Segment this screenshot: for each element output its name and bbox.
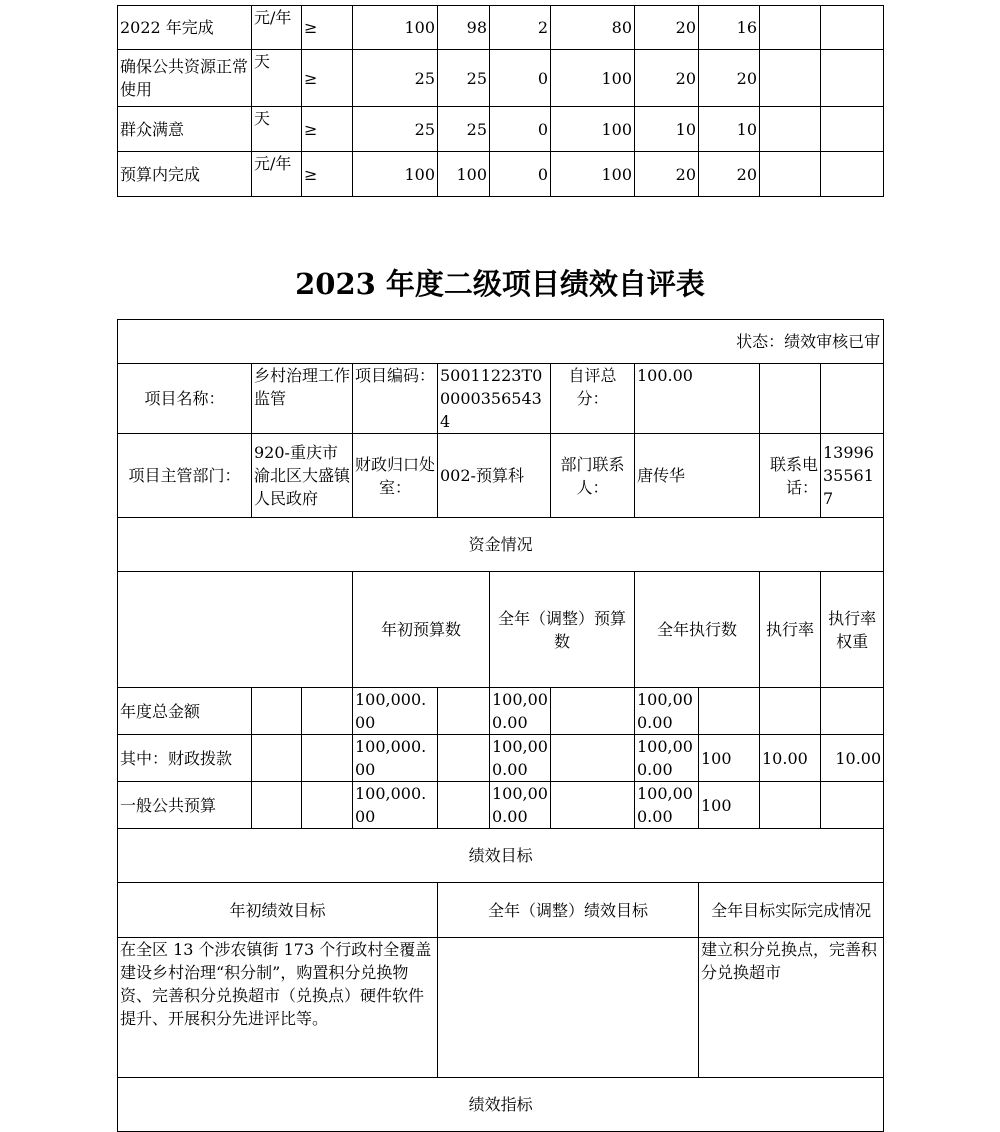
goals-initial-text: 在全区 13 个涉农镇街 173 个行政村全覆盖建设乡村治理“积分制”，购置积分兑换物资、完善积分兑换超市（兑换点）硬件软件提升、开展积分先进评比等。 [118,938,438,1078]
funds-header-weight: 执行率权重 [821,572,884,688]
funds-row-label: 其中：财政拨款 [118,735,252,782]
empty-cell [438,688,490,735]
indicator-rate: 100 [551,50,635,107]
indicator-name: 确保公共资源正常使用 [118,50,252,107]
indicator-target: 25 [353,50,438,107]
project-code-label: 项目编码： [353,364,438,434]
finance-label: 财政归口处室： [353,434,438,518]
empty-cell [252,735,302,782]
indicator-actual: 100 [438,152,490,197]
indicator-operator: ≥ [302,107,353,152]
status-badge: 状态：绩效审核已审 [118,320,884,364]
empty-cell [551,688,635,735]
funds-row-label: 年度总金额 [118,688,252,735]
indicator-row [118,50,884,107]
indicator-deviation: 2 [490,6,551,50]
dept-label: 项目主管部门： [118,434,252,518]
score-value: 100.00 [635,364,760,434]
funds-weight-value: 10.00 [760,735,821,782]
empty-cell [821,50,884,107]
indicator-score: 16 [699,6,760,50]
indicator-deviation: 0 [490,152,551,197]
indicator-operator: ≥ [302,50,353,107]
funds-initial-value: 100,000.00 [353,688,438,735]
indicator-score: 20 [699,152,760,197]
funds-score-value [821,688,884,735]
performance-evaluation-table [117,319,884,1132]
indicator-row [118,152,884,197]
project-name-label: 项目名称： [118,364,252,434]
indicator-score: 20 [699,50,760,107]
funds-rate-value: 100 [699,735,760,782]
funds-header-adjusted: 全年（调整）预算数 [490,572,635,688]
indicator-deviation: 0 [490,107,551,152]
empty-cell [760,50,821,107]
indicators-section-header: 绩效指标 [118,1078,884,1132]
funds-rate-value [699,688,760,735]
indicator-actual: 25 [438,107,490,152]
indicator-operator: ≥ [302,6,353,50]
empty-cell [821,364,884,434]
indicator-rate: 80 [551,6,635,50]
indicator-weight: 10 [635,107,699,152]
empty-cell [252,782,302,829]
empty-cell [760,364,821,434]
indicator-weight: 20 [635,50,699,107]
phone-label: 联系电话： [760,434,821,518]
funds-initial-value: 100,000.00 [353,782,438,829]
indicator-row [118,107,884,152]
indicator-operator: ≥ [302,152,353,197]
phone-value: 13996355617 [821,434,884,518]
goals-header-initial: 年初绩效目标 [118,883,438,938]
funds-rate-value: 100 [699,782,760,829]
funds-header-initial: 年初预算数 [353,572,490,688]
empty-cell [760,152,821,197]
funds-adjusted-value: 100,000.00 [490,735,551,782]
indicator-score: 10 [699,107,760,152]
funds-executed-value: 100,000.00 [635,688,699,735]
empty-cell [438,735,490,782]
indicator-row [118,6,884,50]
indicator-name: 预算内完成 [118,152,252,197]
goals-actual-text: 建立积分兑换点，完善积分兑换超市 [699,938,884,1078]
goals-header-adjusted: 全年（调整）绩效目标 [438,883,699,938]
empty-cell [760,6,821,50]
indicator-target: 25 [353,107,438,152]
indicator-name: 群众满意 [118,107,252,152]
indicator-target: 100 [353,152,438,197]
dept-value: 920-重庆市渝北区大盛镇人民政府 [252,434,353,518]
funds-score-value: 10.00 [821,735,884,782]
empty-cell [821,107,884,152]
project-name: 乡村治理工作监管 [252,364,353,434]
funds-adjusted-value: 100,000.00 [490,688,551,735]
indicator-deviation: 0 [490,50,551,107]
empty-cell [302,735,353,782]
funds-header-rate: 执行率 [760,572,821,688]
empty-cell [760,107,821,152]
funds-header-executed: 全年执行数 [635,572,760,688]
funds-initial-value: 100,000.00 [353,735,438,782]
score-label: 自评总分： [551,364,635,434]
indicator-actual: 98 [438,6,490,50]
empty-cell [821,152,884,197]
contact-value: 唐传华 [635,434,760,518]
goals-header-actual: 全年目标实际完成情况 [699,883,884,938]
empty-cell [551,735,635,782]
indicator-rate: 100 [551,107,635,152]
contact-label: 部门联系人： [551,434,635,518]
empty-cell [551,782,635,829]
funds-adjusted-value: 100,000.00 [490,782,551,829]
indicator-unit: 天 [252,107,302,152]
indicator-unit: 元/年 [252,6,302,50]
page-title: 2023 年度二级项目绩效自评表 [295,267,705,301]
goals-adjusted-text [438,938,699,1078]
empty-cell [438,782,490,829]
empty-cell [302,688,353,735]
indicator-unit: 元/年 [252,152,302,197]
empty-cell [252,688,302,735]
indicator-actual: 25 [438,50,490,107]
finance-value: 002-预算科 [438,434,551,518]
funds-executed-value: 100,000.00 [635,735,699,782]
indicator-weight: 20 [635,152,699,197]
goals-section-header: 绩效目标 [118,829,884,883]
indicator-name: 2022 年完成 [118,6,252,50]
indicator-rate: 100 [551,152,635,197]
empty-cell [118,572,353,688]
funds-weight-value [760,782,821,829]
project-code: 50011223T000003565434 [438,364,551,434]
funds-row-label: 一般公共预算 [118,782,252,829]
funds-section-header: 资金情况 [118,518,884,572]
indicator-weight: 20 [635,6,699,50]
funds-row [118,735,884,782]
funds-weight-value [760,688,821,735]
indicator-unit: 天 [252,50,302,107]
funds-score-value [821,782,884,829]
funds-row [118,782,884,829]
empty-cell [821,6,884,50]
funds-executed-value: 100,000.00 [635,782,699,829]
empty-cell [302,782,353,829]
indicator-target: 100 [353,6,438,50]
funds-row [118,688,884,735]
indicator-table-continued [117,5,884,197]
